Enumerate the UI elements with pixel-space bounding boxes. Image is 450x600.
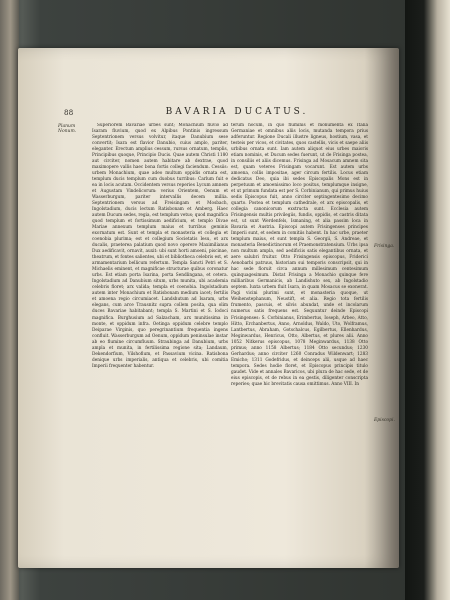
marginal-note-right-2: Episcopi.: [374, 418, 395, 423]
right-page-edge: [405, 0, 450, 600]
left-text-column: [92, 123, 228, 600]
running-head: BAVARIA DUCATUS.: [165, 107, 309, 117]
page-number: 88: [64, 109, 74, 117]
book-page: [18, 48, 399, 568]
marginal-note-right-1: Frisinga.: [374, 244, 395, 249]
right-column-text: terum hocum, in quo fluminis et monumenta ex Italia Germaniae et omnibus aliis locis, mutanda tempora prius adferuntur. Regione Ducali illustre ligneus, hostium, vasa, et testeis per vicos, et civitates, quos castellis, vicis et saepe aliis urbibus ornata sunt. Iam autem aliquot eius urbes maioris etiam nominis, et Ducum sedes fuerunt, ut de Frisinga postea, in consiliis et aliis dicemus. Frisinga ad Mosacum amnem sita est, quam veteres Frisingam vocarunt. Est autem urbs amoena, collis impositae, ager circum fertilis. Locus etiam dedicatus Deo, quia ibi sedes Episcopalis Mons est in perpetuum et amoenissimo loco positus, templumque insigne, et ut primum fundata est per S. Corbinianum, qui primus huius sedis Episcopus fuit, anno circiter septingentesimo decimo quarto. Postea et templum cathedrale, et arx episcopalis, et collegia canonicorum exstructa sunt. Ecclesia autem Frisingensis multis privilegiis, fundis, oppidis, et castris ditata est, ut sunt Werdenfels, Ismaning, et alia passim loca in Bavaria et Austria. Episcopi autem Frisingenses principes Imperii sunt, et sedem in comitiis habent. In hac urbe, praeter templum maius, et sunt templa S. Georgii, S. Andreae, et monasteria Benedictinorum et Praemonstratensium. Urbs ipsa non multum ampla, sed aedificiis satis elegantibus ornata, et aere salubri fruitur. Otto Frisingensis episcopus, Friderici Aenobarbi patruus, historiam sui temporis conscripsit, qui in hac sede floruit circa annum millesimum centesimum quinquagesimum. Distat Frisinga a Monachio quinque fere milliaribus Germanicis, ab Landishuto sex, ab Ingolstadio septem. Iuxta urbem fluit Isara, in quam Mosacus se exonerat. Pagi vicini plurimi sunt, et monasteria quoque, ut Weihenstephanum, Neustift, et alia. Regio tota fertilis frumento, pascuis, et silvis abundat, unde et incolarum numerus satis frequens est. Sequuntur deinde Episcopi Frisingenses: S. Corbinianus, Erimbertus, Ioseph, Arbeo, Atto, Hitto, Erchanbertus, Anno, Arnoldus, Waldo, Uto, Wolframus, Lantbertus, Abraham, Gotschalcus, Egilbertus, Ellenhardus, Meginwardus, Henricus, Otto, Albertus, et plures alii. Anno 1052 Nitkerus episcopus, 1078 Meginwardus, 1138 Otto primus; anno 1158 Albertus; 1184 Otto secundus; 1230 Gerhardus; anno circiter 1260 Conradus Wildenwart; 1283 Emicho; 1311 Godefridus, et deinceps alii, usque ad haec tempora. Sedes hodie floret, et Episcopus principis titulo gaudet. Vide et annales Bavaricos, ubi plura de hac sede, et de eius episcopis, et de rebus in ea gestis, diligenter conscripta reperies; quae hic brevitatis causa omittimus. Anno VIII. In: [231, 123, 368, 387]
left-page-edge: [0, 0, 19, 600]
right-text-column: [231, 123, 368, 600]
marginal-note-left: Planum Nonum.: [58, 124, 77, 134]
left-column-text: Superiorem Bavariae urbes sunt; Monachium fluvio ad Isaram fluvium, quod ex Alpibus Pontinis ingressum Septentrionem versus volvitur, itaque Danubium sese convertit; Isara est flavior Danubio, cuius amplo, pariter, eleganter. Erectum amplius cessum, rursus ornatum, templis, Principibus quoque, Principio Ducis. Quae autem Christi 1180 aut circiter, nomen autem habitare ab dextrae, quod maximopere vallis haec bona fortis collegi faciendum. Cessiis: urbem Monachium, quae adeo multum oppidis ornata est, templum ducis templum cum duobus turribus: Carlum fuit e ea in locis acutam. Occidentem versus reperies Lycum amnem et Augustam Vindelicorum: verius Orientem, Oenum et Wasserburgum, pariter intervallis decem millia. Septentrionem versus ad Freisingam et Mosbach, Ingolstadium, ducis lectum Ratisbonam et Amberg. Haec autem Ducum sedes, regia, est templum vetus; quod magnifica quod templum et fortissimum aedificium, et templo Divae Mariae annexum templum maius et turribus geminis exornatum est. Sunt et templa et monasteria et collegia et coenobia plurima; est et collegium Societatis Iesu, et arx ducalis, praeterea palatium quod novo operere Maximilianus Dux aedificavit, ornavit, auxit: ubi sunt horti amoeni, piscinae, theatrum, et fontes salientes, ubi et bibliotheca celebris est, et armamentarium bellicum refertum. Templa Sancti Petri et S. Michaelis eminent, et magnificae structurae quibus coronatur urbs. Est etiam porta Isarina, porta Sendlingana, et cetera. Ingolstadium ad Danubium situm, urbs munita, ubi academia celebris floret; arx valida; templa et coenobia. Ingolstadium autem inter Monachium et Ratisbonam medium iacet; fertilis et amoena regio circumiacet. Landshutum ad Isaram, urbs elegans, cum arce Trausnitz supra collem posita, qua olim duces Bavariae habitabant; templa S. Martini et S. Iodoci magnifica. Burghusium ad Salzacham, arx munitissima in monte, et oppidum infra. Oetinga oppidum celebre templo Deiparae Virginis, quo peregrinantium frequentia ingens confluit. Wasserburgum ad Oenum, oppidum peninsulae instar ab eo flumine circumfluum. Straubinga ad Danubium, urbs ampla et munita, in fertilissima regione sita; Landaum, Dekendorfium, Vilshofium, et Passavium vicina. Ratisbona denique urbs imperialis, antiqua et celebris, ubi comitia Imperii frequenter habentur.: [92, 123, 228, 369]
